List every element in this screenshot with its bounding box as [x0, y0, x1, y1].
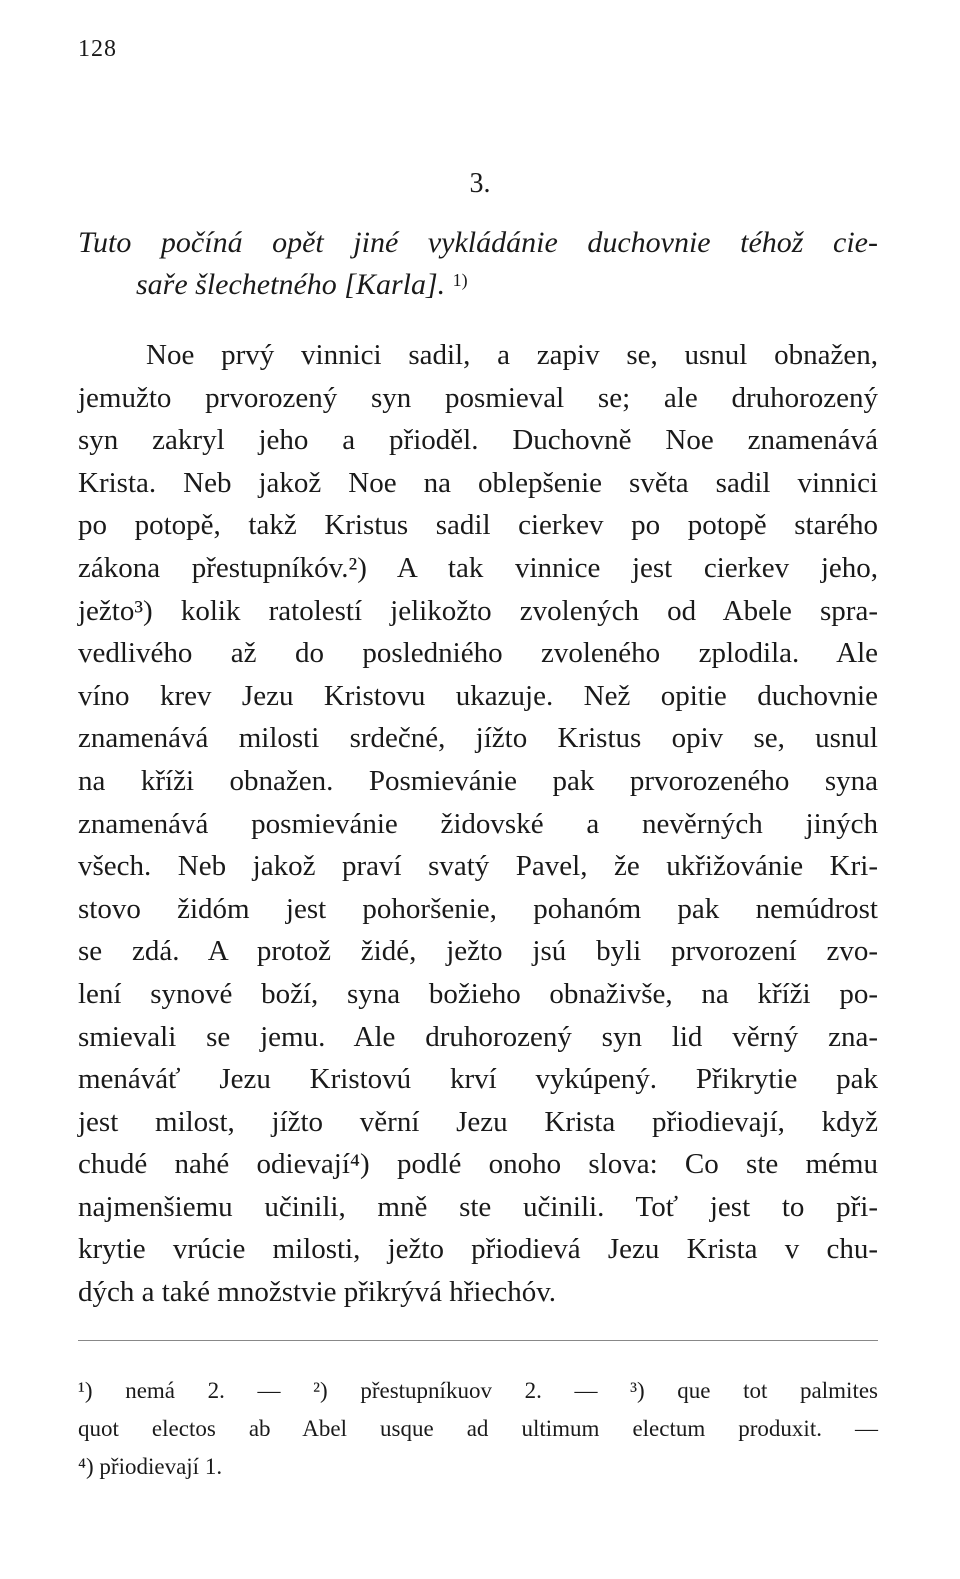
body-line: po potopě, takž Kristus sadil cierkev po potopě starého	[78, 509, 878, 542]
body-line: lení synové boží, syna božieho obnaživše, na kříži po-	[78, 977, 878, 1010]
section-number: 3.	[469, 168, 491, 199]
heading-line-1: Tuto počíná opět jiné vykládánie duchovnie téhož cie-	[78, 226, 878, 259]
body-line: Krista. Neb jakož Noe na oblepšenie světa sadil vinnici	[78, 466, 878, 499]
body-line: stovo židóm jest pohoršenie, pohanóm pak nemúdrost	[78, 892, 878, 925]
body-line: menáváť Jezu Kristovú krví vykúpený. Přikrytie pak	[78, 1063, 878, 1096]
body-line: najmenšiemu učinili, mně ste učinili. Toť jest to při-	[78, 1190, 878, 1223]
body-line: smievali se jemu. Ale druhorozený syn lid věrný zna-	[78, 1020, 878, 1053]
body-line: na kříži obnažen. Posmievánie pak prvorozeného syna	[78, 764, 878, 797]
body-text	[78, 334, 878, 1314]
heading-line-2	[78, 264, 878, 306]
body-line: víno krev Jezu Kristovu ukazuje. Než opitie duchovnie	[78, 679, 878, 712]
body-line: syn zakryl jeho a přioděl. Duchovně Noe znamenává	[78, 424, 878, 457]
body-line: jemužto prvorozený syn posmieval se; ale druhorozený	[78, 381, 878, 414]
body-line: jest milost, jížto věrní Jezu Krista přiodievají, když	[78, 1105, 878, 1138]
footnote-line: ⁴) přiodievají 1.	[78, 1454, 223, 1479]
body-line: vedlivého až do posledniého zvoleného zplodila. Ale	[78, 637, 878, 670]
page-number: 128	[78, 36, 117, 62]
body-line: se zdá. A protož židé, ježto jsú byli prvorození zvo-	[78, 935, 878, 968]
body-line: ježto³) kolik ratolestí jelikožto zvolených od Abele spra-	[78, 594, 878, 627]
heading-line-2-text: saře šlechetného [Karla].	[136, 268, 446, 301]
body-line: dých a také množstvie přikrývá hřiechóv.	[78, 1276, 557, 1309]
footnote-divider	[78, 1340, 878, 1341]
body-line: zákona přestupníkóv.²) A tak vinnice jest cierkev jeho,	[78, 551, 878, 584]
chapter-heading	[78, 222, 878, 306]
footnote-line: quot electos ab Abel usque ad ultimum electum produxit. —	[78, 1416, 878, 1441]
body-line: znamenává milosti srdečné, jížto Kristus opiv se, usnul	[78, 722, 878, 755]
body-line: všech. Neb jakož praví svatý Pavel, že ukřižovánie Kri-	[78, 850, 878, 883]
body-line: Noe prvý vinnici sadil, a zapiv se, usnul obnažen,	[146, 339, 878, 371]
body-line: krytie vrúcie milosti, ježto přiodievá Jezu Krista v chu-	[78, 1233, 878, 1266]
heading-note-ref: 1)	[452, 269, 468, 290]
body-line: chudé nahé odievají⁴) podlé onoho slova: Co ste mému	[78, 1148, 878, 1181]
body-line: znamenává posmievánie židovské a nevěrných jiných	[78, 807, 878, 840]
footnotes	[78, 1372, 878, 1486]
footnote-line: ¹) nemá 2. — ²) přestupníkuov 2. — ³) que tot palmites	[78, 1378, 878, 1403]
